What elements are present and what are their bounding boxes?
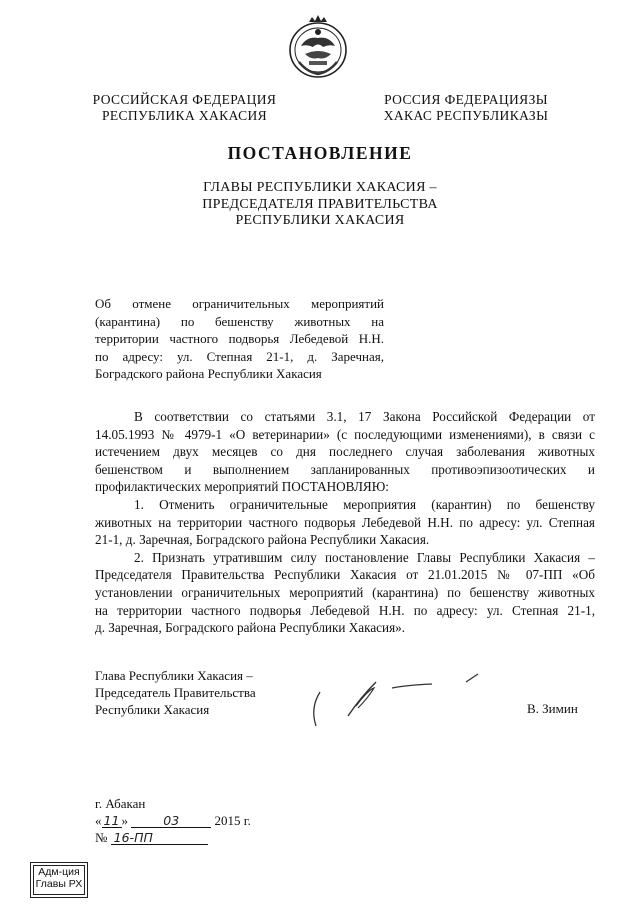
issue-place: г. Абакан [95, 796, 146, 811]
signatory-title [95, 667, 295, 718]
handwritten-signature [308, 668, 488, 738]
body-line: бешенством и выполнением запланированных противоэпизоотических и [95, 461, 595, 477]
date-open-quote: « [95, 813, 102, 828]
body-line: истечением двух месяцев со дня последнего случая заболевания животных [95, 444, 595, 460]
body-line: д. Заречная, Боградского района Республики Хакасия». [95, 620, 406, 636]
subject-block [95, 295, 384, 383]
document-number [95, 830, 208, 846]
body-line: животных на территории частного подворья Лебедевой Н.Н. по адресу: ул. Степная [95, 514, 595, 530]
body-line: установлении ограничительных мероприятий (карантина) по бешенству животных [95, 584, 595, 600]
issuer-block [0, 180, 640, 230]
issuer-line: ГЛАВЫ РЕСПУБЛИКИ ХАКАСИЯ – [203, 180, 437, 195]
header-right-line2: ХАКАС РЕСПУБЛИКАЗЫ [383, 108, 549, 123]
header-right [380, 92, 552, 124]
date-year: 2015 г. [214, 813, 251, 828]
body-line: 1. Отменить ограничительные мероприятия (карантин) по бешенству [134, 496, 595, 512]
date-day: 11 [102, 814, 122, 828]
body-line: 2. Признать утратившим силу постановление Главы Республики Хакасия – [134, 549, 595, 565]
stamp-line: Адм-ция [38, 866, 80, 878]
document-body [95, 408, 595, 637]
issuer-line: ПРЕДСЕДАТЕЛЯ ПРАВИТЕЛЬСТВА [202, 196, 438, 212]
number-prefix: № [95, 830, 108, 845]
stamp-line: Главы РХ [35, 878, 83, 890]
signatory-title-line: Республики Хакасия [95, 702, 210, 717]
signatory-title-line: Глава Республики Хакасия – [95, 668, 253, 683]
subject-line: Боградского района Республики Хакасия [95, 366, 322, 381]
subject-line: Об отмене ограничительных мероприятий [95, 296, 384, 311]
body-line: 21-1, д. Заречная, Боградского района Республики Хакасия. [95, 532, 430, 548]
signer-name: В. Зимин [527, 701, 578, 716]
signatory-title-line: Председатель Правительства [95, 685, 256, 700]
header-left-line2: РЕСПУБЛИКА ХАКАСИЯ [101, 108, 268, 123]
number-value: 16-ПП [111, 831, 208, 845]
subject-line: территории частного подворья Лебедевой Н.Н. [95, 331, 384, 346]
issue-date [95, 813, 251, 829]
body-line: В соответствии со статьями 3.1, 17 Закона Российской Федерации от [134, 409, 595, 424]
body-line: профилактических мероприятий ПОСТАНОВЛЯЮ: [95, 479, 389, 495]
body-line: 14.05.1993 № 4979-1 «О ветеринарии» (с последующими изменениями), в связи с [95, 426, 595, 442]
date-month: 03 [131, 814, 211, 828]
header-right-line1: РОССИЯ ФЕДЕРАЦИЯЗЫ [384, 92, 548, 107]
date-close-quote: » [121, 813, 128, 828]
office-stamp [30, 862, 88, 898]
subject-line: (карантина) по бешенству животных на [95, 313, 384, 329]
coat-of-arms-icon [287, 14, 349, 80]
header-left [92, 92, 277, 124]
header-left-line1: РОССИЙСКАЯ ФЕДЕРАЦИЯ [92, 92, 277, 107]
body-line: на территории частного подворья Лебедевой Н.Н. по адресу: ул. Степная 21-1, [95, 602, 595, 618]
subject-line: по адресу: ул. Степная 21-1, д. Заречная, [95, 348, 384, 364]
document-type-title: ПОСТАНОВЛЕНИЕ [227, 143, 413, 163]
issuer-line: РЕСПУБЛИКИ ХАКАСИЯ [235, 213, 405, 228]
body-line: Председателя Правительства Республики Хакасия от 21.01.2015 № 07-ПП «Об [95, 567, 595, 583]
